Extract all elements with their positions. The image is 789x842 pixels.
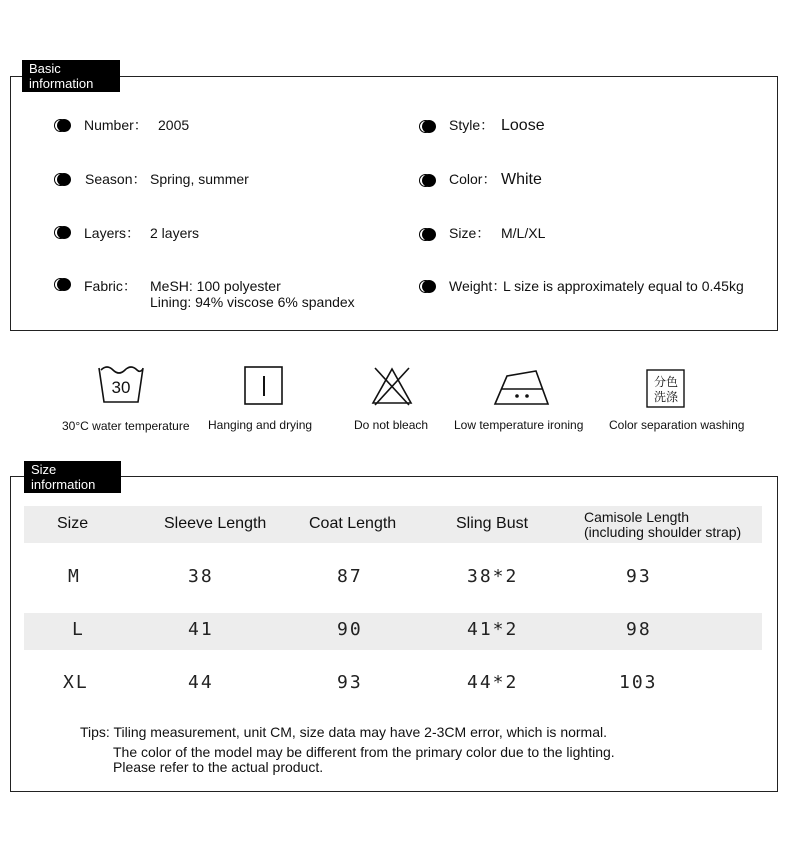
care-label-separate: Color separation washing: [609, 418, 745, 432]
tips-line-2: The color of the model may be different from the primary color due to the lighting.: [113, 744, 615, 760]
separate-wash-glyph-1: 分色: [653, 375, 679, 389]
separate-wash-icon: [646, 369, 686, 409]
info-value: Loose: [501, 117, 545, 134]
info-label: Color：: [449, 171, 497, 187]
cell-camisole: 98: [626, 619, 652, 640]
low-iron-icon: [493, 367, 551, 407]
info-label: Fabric：: [84, 278, 137, 294]
bullet-icon: [419, 228, 436, 241]
no-bleach-icon: [370, 366, 414, 406]
header-camisole-note: (including shoulder strap): [584, 524, 742, 540]
header-camisole-length: Camisole Length: [584, 509, 690, 525]
header-sleeve-length: Sleeve Length: [164, 515, 267, 532]
cell-size: M: [68, 566, 81, 587]
info-value: 2005: [158, 117, 190, 133]
info-label: Weight：: [449, 278, 507, 294]
care-label-bleach: Do not bleach: [354, 418, 429, 432]
header-coat-length: Coat Length: [309, 515, 397, 532]
info-value: L size is approximately equal to 0.45kg: [503, 278, 744, 294]
cell-size: XL: [63, 672, 89, 693]
info-value: MeSH: 100 polyester: [150, 278, 281, 294]
info-label: Season：: [85, 171, 147, 187]
cell-bust: 41*2: [467, 619, 519, 640]
care-label-wash: 30°C water temperature: [62, 419, 190, 433]
info-label: Size：: [449, 225, 491, 241]
info-label: Layers：: [84, 225, 141, 241]
info-value: M/L/XL: [501, 225, 546, 241]
cell-bust: 38*2: [467, 566, 519, 587]
info-value: White: [501, 171, 542, 188]
basic-info-tag: Basic information: [22, 60, 120, 92]
cell-camisole: 93: [626, 566, 652, 587]
bullet-icon: [54, 119, 71, 132]
bullet-icon: [54, 226, 71, 239]
cell-sleeve: 38: [188, 566, 214, 587]
info-label: Style：: [449, 117, 495, 133]
bullet-icon: [54, 173, 71, 186]
info-value: 2 layers: [150, 225, 200, 241]
hang-dry-icon: [244, 366, 284, 406]
wash-temp-glyph: 30: [111, 378, 131, 397]
cell-sleeve: 44: [188, 672, 214, 693]
cell-sleeve: 41: [188, 619, 214, 640]
bullet-icon: [419, 120, 436, 133]
care-label-hang: Hanging and drying: [208, 418, 313, 432]
cell-size: L: [72, 619, 85, 640]
bullet-icon: [419, 174, 436, 187]
cell-coat: 87: [337, 566, 363, 587]
cell-coat: 90: [337, 619, 363, 640]
tips-line-1: Tips: Tiling measurement, unit CM, size data may have 2-3CM error, which is normal.: [80, 724, 608, 740]
header-sling-bust: Sling Bust: [456, 515, 529, 532]
header-size: Size: [57, 515, 89, 532]
care-label-iron: Low temperature ironing: [454, 418, 584, 432]
info-value-2: Lining: 94% viscose 6% spandex: [150, 294, 355, 310]
bullet-icon: [419, 280, 436, 293]
tips-line-3: Please refer to the actual product.: [113, 759, 324, 775]
cell-bust: 44*2: [467, 672, 519, 693]
info-label: Number：: [84, 117, 148, 133]
wash-30-icon: [97, 362, 145, 406]
size-info-tag: Size information: [24, 461, 121, 493]
cell-camisole: 103: [619, 672, 658, 693]
cell-coat: 93: [337, 672, 363, 693]
info-value: Spring, summer: [150, 171, 249, 187]
separate-wash-glyph-2: 洗涤: [653, 390, 679, 404]
bullet-icon: [54, 278, 71, 291]
